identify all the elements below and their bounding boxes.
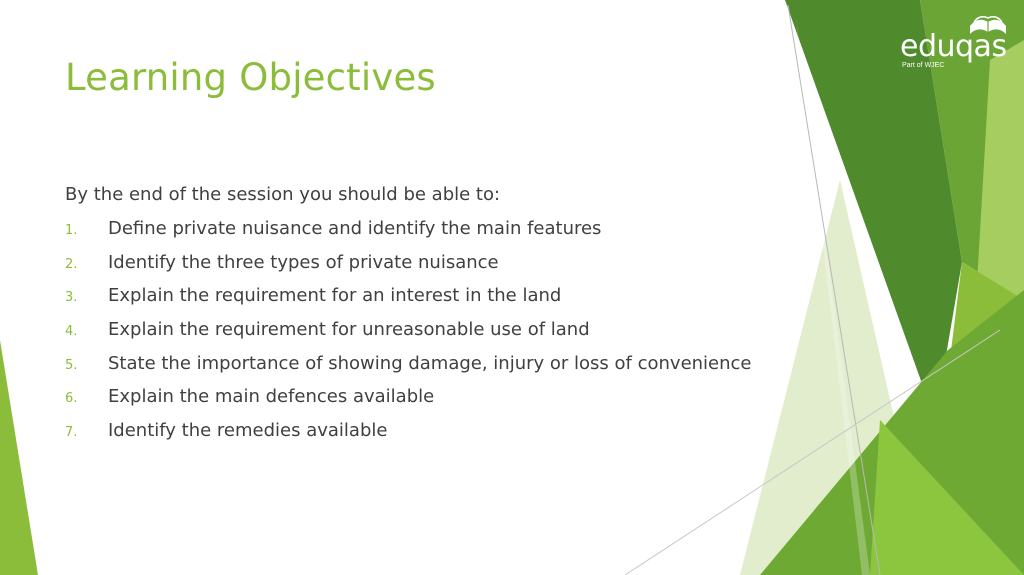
- list-item-number: 5.: [65, 357, 78, 373]
- list-item-text: Explain the main defences available: [108, 386, 435, 408]
- list-item-number: 7.: [65, 425, 78, 441]
- list-item: [65, 218, 752, 252]
- logo-tagline: Part of WJEC: [902, 62, 945, 69]
- intro-text: By the end of the session you should be able to:: [65, 184, 501, 205]
- slide-title: Learning Objectives: [65, 56, 436, 99]
- list-item-text: Identify the remedies available: [108, 420, 388, 442]
- list-item-text: Explain the requirement for an interest in the land: [108, 285, 562, 307]
- list-item: [65, 252, 752, 286]
- list-item: [65, 319, 752, 353]
- list-item-text: Explain the requirement for unreasonable use of land: [108, 319, 590, 341]
- list-item-text: Identify the three types of private nuisance: [108, 251, 499, 273]
- list-item-text: Define private nuisance and identify the main features: [108, 218, 602, 239]
- list-item: [65, 420, 752, 454]
- eduqas-logo: [900, 12, 1010, 72]
- list-item: [65, 285, 752, 319]
- list-item-number: 6.: [65, 391, 78, 407]
- list-item-text: State the importance of showing damage, injury or loss of convenience: [108, 352, 752, 374]
- list-item-number: 3.: [65, 290, 78, 306]
- list-item-number: 1.: [65, 223, 78, 238]
- objectives-list: [65, 218, 752, 454]
- list-item: [65, 353, 752, 387]
- list-item-number: 2.: [65, 256, 78, 272]
- list-item: [65, 386, 752, 420]
- list-item-number: 4.: [65, 324, 78, 340]
- logo-wordmark: eduqas: [900, 29, 1007, 64]
